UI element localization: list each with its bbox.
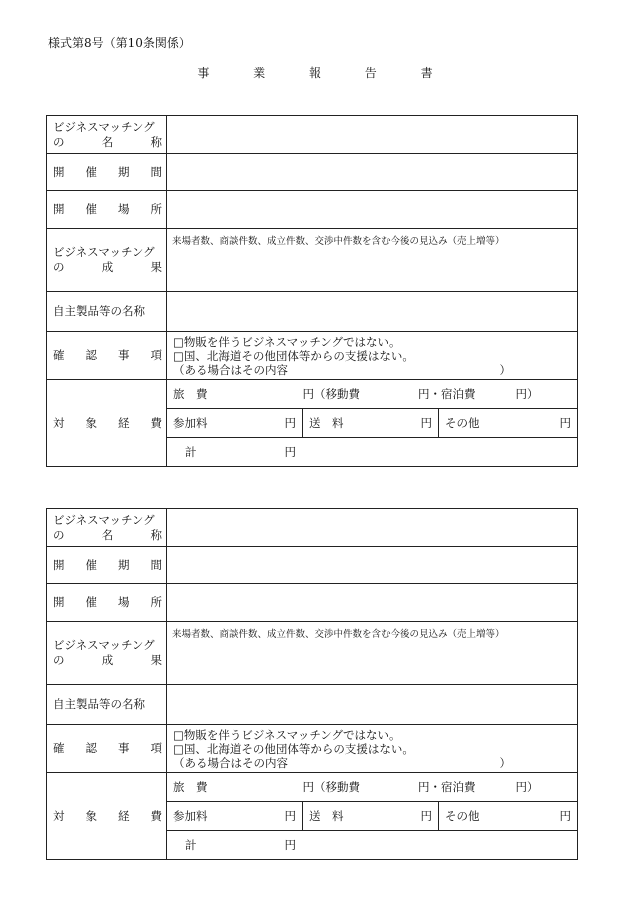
result-field[interactable] bbox=[167, 622, 578, 685]
confirm-field[interactable]: □物販を伴うビジネスマッチングではない。 □国、北海道その他団体等からの支援はない。 （ある場合はその内容 ） bbox=[167, 332, 578, 380]
label-product: 自主製品等の名称 bbox=[47, 685, 167, 725]
label-result: ビジネスマッチング の 成 果 bbox=[47, 229, 167, 292]
label-result: ビジネスマッチング の 成 果 bbox=[47, 622, 167, 685]
other-fee[interactable]: その他 円 bbox=[439, 409, 578, 438]
label-expense: 対 象 経 費 bbox=[47, 380, 167, 467]
report-table-1 bbox=[46, 115, 578, 467]
shipping-fee[interactable]: 送 料 円 bbox=[303, 802, 439, 831]
result-note: 来場者数、商談件数、成立件数、交渉中件数を含む今後の見込み（売上増等） bbox=[172, 629, 505, 640]
form-number: 様式第8号（第10条関係） bbox=[48, 36, 191, 50]
label-confirm: 確 認 事 項 bbox=[47, 725, 167, 773]
place-field[interactable] bbox=[167, 191, 578, 229]
label-place: 開 催 場 所 bbox=[47, 191, 167, 229]
confirm-field[interactable]: □物販を伴うビジネスマッチングではない。 □国、北海道その他団体等からの支援はない。 （ある場合はその内容 ） bbox=[167, 725, 578, 773]
travel-row[interactable]: 旅 費 円（移動費 円・宿泊費 円） bbox=[167, 773, 578, 802]
confirm-no-sales[interactable]: □物販を伴うビジネスマッチングではない。 bbox=[173, 334, 401, 349]
total-row[interactable]: 計 円 bbox=[167, 438, 578, 467]
label-expense: 対 象 経 費 bbox=[47, 773, 167, 860]
other-fee[interactable]: その他 円 bbox=[439, 802, 578, 831]
label-name-line1: ビジネスマッチング bbox=[53, 119, 155, 134]
confirm-no-sales[interactable]: □物販を伴うビジネスマッチングではない。 bbox=[173, 727, 401, 742]
participation-fee[interactable]: 参加料 円 bbox=[167, 409, 303, 438]
report-table-2 bbox=[46, 508, 578, 860]
result-field[interactable] bbox=[167, 229, 578, 292]
name-field[interactable] bbox=[167, 116, 578, 154]
label-period: 開 催 期 間 bbox=[47, 547, 167, 584]
period-field[interactable] bbox=[167, 547, 578, 584]
label-product: 自主製品等の名称 bbox=[47, 292, 167, 332]
name-field[interactable] bbox=[167, 509, 578, 547]
place-field[interactable] bbox=[167, 584, 578, 622]
label-name: ビジネスマッチング の 名 称 bbox=[47, 509, 167, 547]
label-place: 開 催 場 所 bbox=[47, 584, 167, 622]
total-row[interactable]: 計 円 bbox=[167, 831, 578, 860]
label-name: ビジネスマッチング の 名 称 bbox=[47, 116, 167, 154]
confirm-no-support[interactable]: □国、北海道その他団体等からの支援はない。 bbox=[173, 348, 414, 363]
participation-fee[interactable]: 参加料 円 bbox=[167, 802, 303, 831]
period-field[interactable] bbox=[167, 154, 578, 191]
label-period: 開 催 期 間 bbox=[47, 154, 167, 191]
shipping-fee[interactable]: 送 料 円 bbox=[303, 409, 439, 438]
product-field[interactable] bbox=[167, 292, 578, 332]
confirm-no-support[interactable]: □国、北海道その他団体等からの支援はない。 bbox=[173, 741, 414, 756]
result-note: 来場者数、商談件数、成立件数、交渉中件数を含む今後の見込み（売上増等） bbox=[172, 236, 505, 247]
label-confirm: 確 認 事 項 bbox=[47, 332, 167, 380]
product-field[interactable] bbox=[167, 685, 578, 725]
document-title: 事 業 報 告 書 bbox=[197, 66, 453, 80]
travel-row[interactable]: 旅 費 円（移動費 円・宿泊費 円） bbox=[167, 380, 578, 409]
